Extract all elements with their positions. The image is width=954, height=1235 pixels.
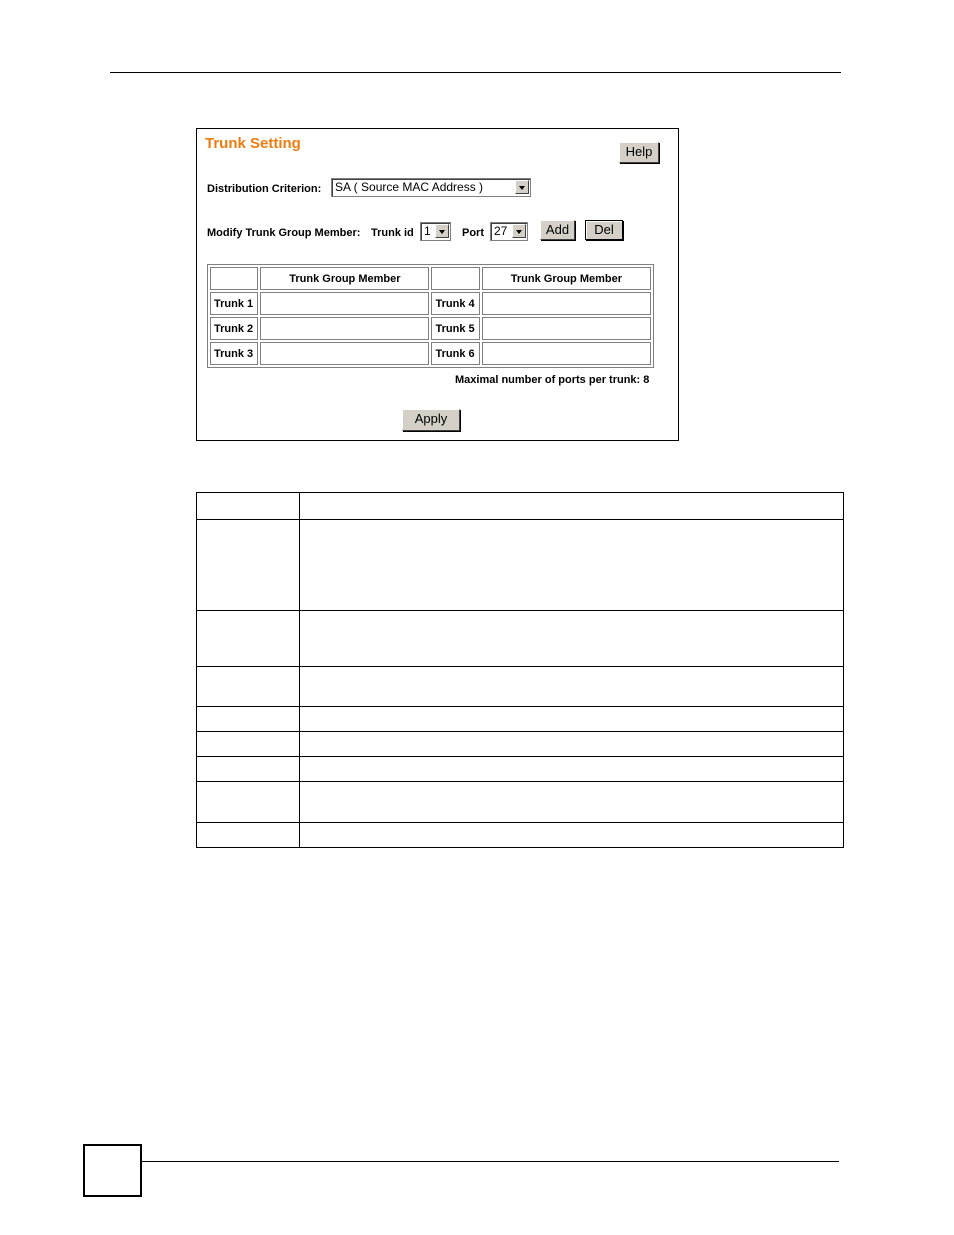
table-cell <box>197 611 300 667</box>
chevron-down-icon[interactable] <box>515 180 529 194</box>
table-cell <box>197 493 300 520</box>
chevron-down-icon[interactable] <box>512 224 526 238</box>
max-ports-note: Maximal number of ports per trunk: 8 <box>455 374 650 386</box>
trunk-member-cell <box>260 292 429 315</box>
distribution-criterion-value: SA ( Source MAC Address ) <box>335 180 484 194</box>
header-rule <box>110 72 841 73</box>
trunk-member-cell <box>260 317 429 340</box>
table-header-empty <box>431 267 479 290</box>
distribution-criterion-select[interactable] <box>331 178 531 197</box>
trunk-id-value: 1 <box>424 224 431 238</box>
table-row <box>197 757 844 782</box>
footer-rule <box>140 1161 839 1162</box>
trunk-label: Trunk 4 <box>431 292 479 315</box>
port-label: Port <box>462 227 484 239</box>
trunk-member-cell <box>260 342 429 365</box>
table-cell <box>300 667 844 707</box>
table-row <box>210 317 651 340</box>
table-cell <box>300 732 844 757</box>
trunk-label: Trunk 3 <box>210 342 258 365</box>
table-cell <box>197 782 300 823</box>
table-row <box>210 342 651 365</box>
table-row <box>197 707 844 732</box>
table-cell <box>197 732 300 757</box>
trunk-label: Trunk 2 <box>210 317 258 340</box>
trunk-id-label: Trunk id <box>371 227 414 239</box>
apply-button[interactable]: Apply <box>402 409 460 431</box>
description-table <box>196 492 844 848</box>
help-button[interactable]: Help <box>619 142 659 163</box>
table-header-empty <box>210 267 258 290</box>
table-row <box>197 493 844 520</box>
page-title: Trunk Setting <box>205 135 301 152</box>
table-row <box>197 823 844 848</box>
trunk-group-table <box>207 264 654 368</box>
table-cell <box>300 707 844 732</box>
table-header-row <box>210 267 651 290</box>
table-row <box>197 520 844 611</box>
port-select[interactable] <box>490 222 528 241</box>
trunk-member-cell <box>482 292 651 315</box>
page-number-box <box>83 1144 142 1197</box>
table-row <box>197 782 844 823</box>
table-header-member: Trunk Group Member <box>482 267 651 290</box>
table-header-member: Trunk Group Member <box>260 267 429 290</box>
table-cell <box>300 493 844 520</box>
table-row <box>197 611 844 667</box>
table-cell <box>300 823 844 848</box>
distribution-criterion-label: Distribution Criterion: <box>207 183 322 195</box>
table-cell <box>197 823 300 848</box>
trunk-label: Trunk 5 <box>431 317 479 340</box>
table-cell <box>300 757 844 782</box>
table-cell <box>197 667 300 707</box>
table-row <box>197 732 844 757</box>
modify-trunk-label: Modify Trunk Group Member: <box>207 227 361 239</box>
table-cell <box>197 707 300 732</box>
del-button[interactable]: Del <box>585 220 623 240</box>
trunk-id-select[interactable] <box>420 222 451 241</box>
table-cell <box>197 520 300 611</box>
trunk-member-cell <box>482 342 651 365</box>
table-cell <box>300 611 844 667</box>
table-cell <box>300 782 844 823</box>
table-row <box>210 292 651 315</box>
add-button[interactable]: Add <box>540 220 575 240</box>
trunk-label: Trunk 1 <box>210 292 258 315</box>
table-cell <box>197 757 300 782</box>
trunk-label: Trunk 6 <box>431 342 479 365</box>
table-cell <box>300 520 844 611</box>
trunk-setting-panel <box>196 128 679 441</box>
chevron-down-icon[interactable] <box>435 224 449 238</box>
trunk-member-cell <box>482 317 651 340</box>
table-row <box>197 667 844 707</box>
port-value: 27 <box>494 224 508 238</box>
